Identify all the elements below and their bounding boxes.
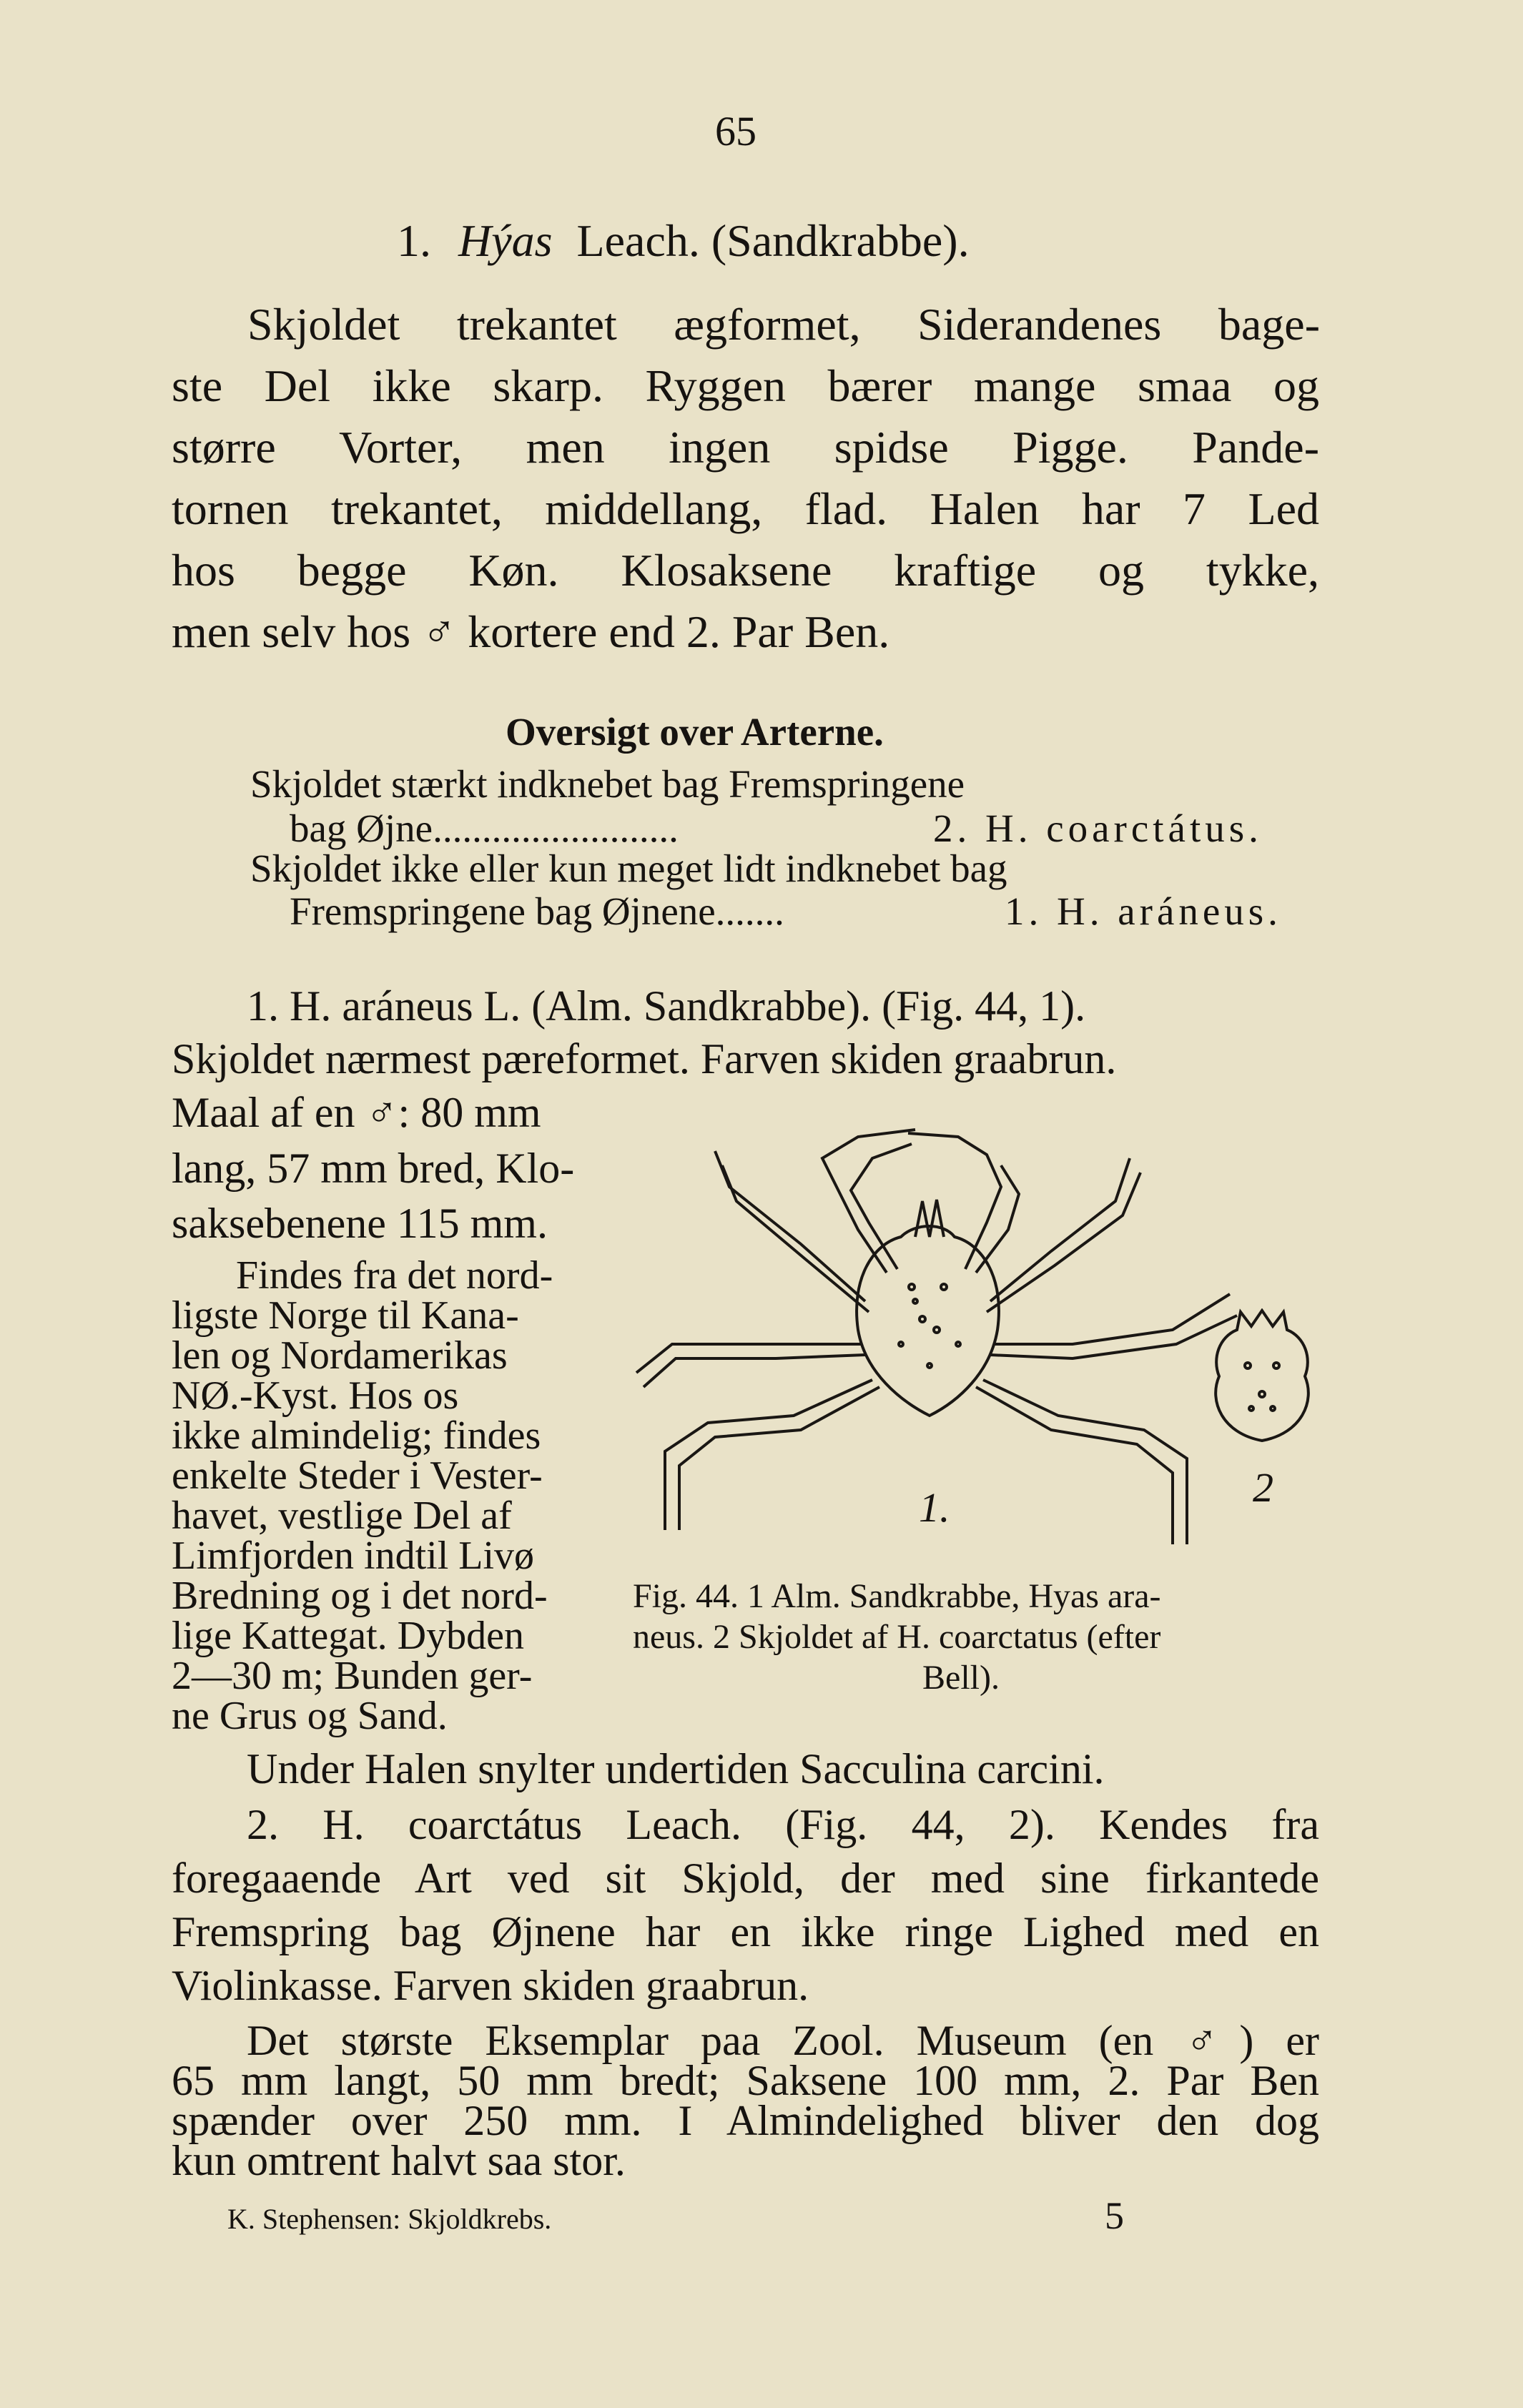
key-entry-1-cont: bag Øjne......................... [290, 806, 679, 850]
description-line: større Vorter, men ingen spidse Pigge. Pande- [172, 422, 1319, 473]
carapace-figure-2 [1208, 1308, 1316, 1451]
figure-label-2: 2 [1253, 1464, 1273, 1511]
key-result-2: 1. H. aráneus. [1005, 889, 1282, 933]
page: 65 1. Hýas Leach. (Sandkrabbe). Skjoldet trekantet ægformet, Siderandenes bage- ste Del ikke skarp. Ryggen bærer mange smaa og større Vorter, men ingen spidse Pigge. Pande- tornen trekantet, middellang, flad. Halen har 7 Led hos begge Køn. Klosaksene kraftige og tykke, men selv hos ♂ kortere end 2. Par Ben. Oversigt over Arterne. Skjoldet stærkt indknebet bag Fremspringene bag Øjne......................... 2. H. coarctátus. Skjoldet ikke eller kun meget lidt indknebet bag Fremspringene bag Øjnene....... 1. H. aráneus. 1. H. aráneus L. (Alm. Sandkrabbe). (Fig. 44, 1). Skjoldet nærmest pæreformet. Farven skiden graabrun. Maal af en ♂: 80 mm lang, 57 mm bred, Klo- saksebenene 115 mm. Findes fra det nord- ligste Norge til Kana- len og Nordamerikas NØ.-Kyst. Hos os ikke almindelig; findes enkelte Steder i Vester- havet, vestlige Del af Limfjorden indtil Livø Bredning og i det nord- lige Kattegat. Dybden 2—30 m; Bunden ger- ne Grus og Sand. 1. 2 Fig. 44. 1 Alm. Sandkrabbe, Hyas ara- neus. 2 Skjoldet af H. coarctatus (efter Bell). Under Halen snylter undertiden Sacculina carcini. 2. H. coarctátus Leach. (Fig. 44, 2). Kendes fra foregaaende Art ved sit Skjold, der med sine firkantede Fremspring bag Øjnene har en ikke ringe Lighed med en Violinkasse. Farven skiden graabrun. Det største Eksemplar paa Zool. Museum (en ♂) er 65 mm langt, 50 mm bredt; Saksene 100 mm, 2. Par Ben spænder over 250 mm. I Almindelighed bliver den dog kun omtrent halvt saa stor. K. Stephensen: Skjoldkrebs. 5 [172, 108, 1320, 2237]
footer-author: K. Stephensen: Skjoldkrebs. [227, 2203, 552, 2235]
key-entry-2: Skjoldet ikke eller kun meget lidt indknebet bag [250, 847, 1007, 890]
description-line: hos begge Køn. Klosaksene kraftige og tykke, [172, 545, 1319, 596]
genus-heading: 1. Hýas Leach. (Sandkrabbe). [397, 215, 970, 266]
sheet-signature: 5 [1105, 2194, 1124, 2237]
genus-name: Hýas [458, 215, 553, 266]
species1-header: 1. H. aráneus L. (Alm. Sandkrabbe). (Fig. 44, 1). [247, 982, 1086, 1030]
key-result-1: 2. H. coarctátus. [933, 806, 1263, 850]
key-entry-2-cont: Fremspringene bag Øjnene....... [290, 889, 784, 933]
description-line: Skjoldet trekantet ægformet, Siderandenes bage- [247, 299, 1320, 350]
key-entry-1: Skjoldet stærkt indknebet bag Fremspringene [250, 762, 965, 806]
page-number: 65 [715, 108, 756, 154]
parasite-line: Under Halen snylter undertiden Sacculina carcini. [247, 1745, 1105, 1792]
species1-line: Skjoldet nærmest pæreformet. Farven skiden graabrun. [172, 1035, 1117, 1082]
description-line: men selv hos ♂ kortere end 2. Par Ben. [172, 606, 890, 657]
key-title: Oversigt over Arterne. [506, 710, 884, 754]
figure-label-1: 1. [919, 1484, 950, 1531]
description-line: tornen trekantet, middellang, flad. Halen har 7 Led [172, 483, 1319, 534]
description-line: ste Del ikke skarp. Ryggen bærer mange smaa og [172, 360, 1319, 411]
